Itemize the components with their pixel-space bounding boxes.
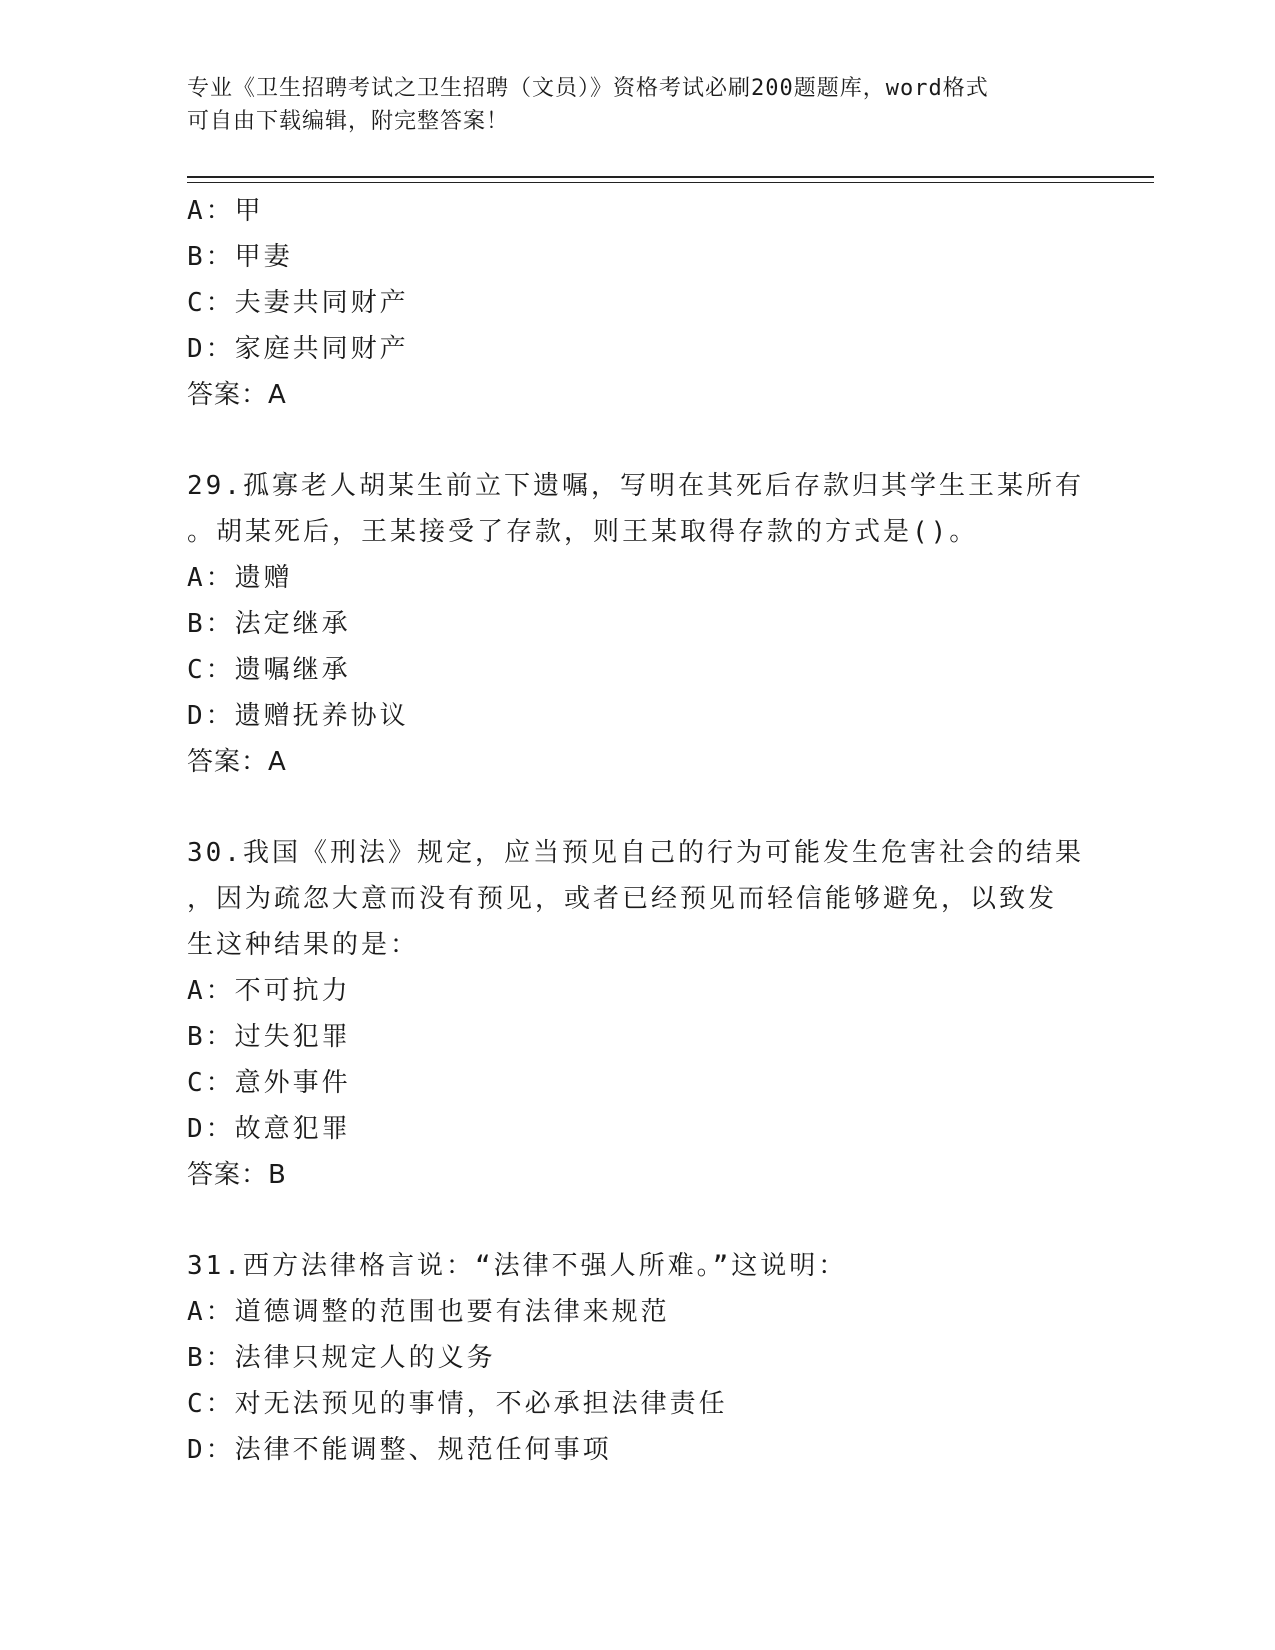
question-stem: 生这种结果的是： — [187, 930, 420, 960]
option-b: B：过失犯罪 — [187, 1022, 351, 1052]
option-a: A：道德调整的范围也要有法律来规范 — [187, 1297, 670, 1327]
question-stem: 29.孤寡老人胡某生前立下遗嘱，写明在其死后存款归其学生王某所有 — [187, 471, 1084, 501]
header-rule — [187, 176, 1154, 178]
answer: 答案：A — [187, 380, 287, 410]
header-line-2: 可自由下载编辑，附完整答案！ — [187, 109, 510, 134]
option-c: C：夫妻共同财产 — [187, 288, 409, 318]
option-c: C：遗嘱继承 — [187, 655, 351, 685]
question-stem: ，因为疏忽大意而没有预见，或者已经预见而轻信能够避免，以致发 — [187, 884, 1058, 914]
option-a: A：遗赠 — [187, 563, 293, 593]
header-rule-thin — [187, 182, 1154, 183]
option-d: D：法律不能调整、规范任何事项 — [187, 1435, 612, 1465]
question-stem: 31.西方法律格言说：“法律不强人所难。”这说明： — [187, 1251, 848, 1281]
option-d: D：家庭共同财产 — [187, 334, 409, 364]
option-b: B：法律只规定人的义务 — [187, 1343, 496, 1373]
option-d: D：遗赠抚养协议 — [187, 701, 409, 731]
question-stem: 30.我国《刑法》规定，应当预见自己的行为可能发生危害社会的结果 — [187, 838, 1084, 868]
option-b: B：甲妻 — [187, 242, 293, 272]
question-31 — [187, 1243, 1087, 1473]
option-b: B：法定继承 — [187, 609, 351, 639]
document-header — [187, 72, 1067, 138]
option-a: A：不可抗力 — [187, 976, 351, 1006]
option-d: D：故意犯罪 — [187, 1114, 351, 1144]
option-c: C：对无法预见的事情，不必承担法律责任 — [187, 1389, 728, 1419]
question-29 — [187, 463, 1087, 785]
question-stem: 。胡某死后，王某接受了存款，则王某取得存款的方式是()。 — [187, 517, 979, 547]
answer: 答案：A — [187, 747, 287, 777]
question-30 — [187, 830, 1087, 1198]
option-a: A：甲 — [187, 196, 264, 226]
header-line-1: 专业《卫生招聘考试之卫生招聘（文员）》资格考试必刷200题题库，word格式 — [187, 76, 989, 101]
answer: 答案：B — [187, 1160, 287, 1190]
option-c: C：意外事件 — [187, 1068, 351, 1098]
question-28 — [187, 188, 1087, 418]
question-list — [187, 188, 1087, 1473]
